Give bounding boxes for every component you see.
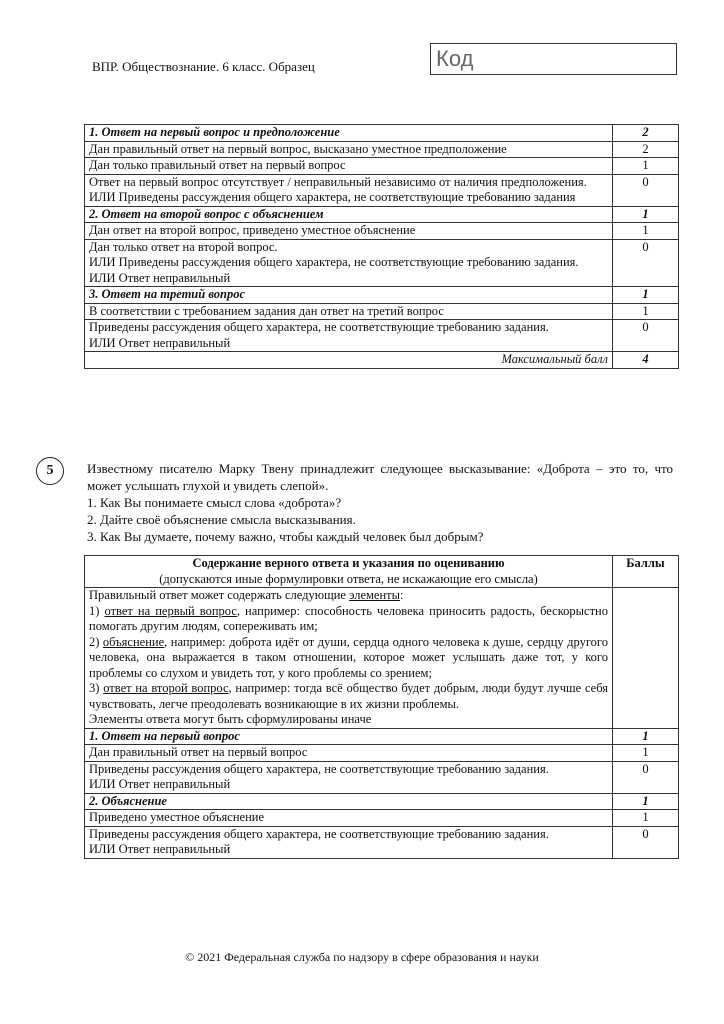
table-row	[85, 761, 679, 793]
criterion-line: Дан только ответ на второй вопрос.	[89, 239, 278, 254]
task-text	[87, 460, 673, 545]
code-box	[430, 43, 677, 75]
table-row	[85, 826, 679, 858]
criterion-heading: 1. Ответ на первый вопрос и предположение	[85, 125, 613, 142]
task-intro: Известному писателю Марку Твену принадлежит следующее высказывание: «Доброта – это то, что может услышать глухой и увидеть слепой».	[87, 461, 673, 493]
table-row	[85, 287, 679, 304]
criterion-points: 1	[613, 223, 679, 240]
criterion-points: 0	[613, 174, 679, 206]
element-number: 1)	[89, 603, 105, 618]
table-row	[85, 174, 679, 206]
criterion-points: 2	[613, 125, 679, 142]
criterion-line: ИЛИ Приведены рассуждения общего характера, не соответствующие требованию задания.	[89, 255, 579, 269]
table-header-content	[85, 556, 613, 588]
element-label: ответ на второй вопрос	[103, 681, 229, 695]
table-row	[85, 810, 679, 827]
header-main: Содержание верного ответа и указания по оцениванию	[192, 556, 505, 570]
element-text: , например: тогда всё общество будет добрым, люди будут лучше себя чувствовать, легче преодолевать возникающие в их жизни проблемы.	[89, 681, 608, 711]
criterion-points: 0	[613, 239, 679, 287]
table-row	[85, 320, 679, 352]
criterion-points: 0	[613, 826, 679, 858]
table-row	[85, 125, 679, 142]
task-question-1: 1. Как Вы понимаете смысл слова «доброта»?	[87, 495, 342, 510]
criterion-line: ИЛИ Приведены рассуждения общего характера, не соответствующие требованию задания	[89, 190, 576, 204]
answer-intro	[89, 588, 608, 604]
table-row	[85, 303, 679, 320]
criterion-line: Приведены рассуждения общего характера, не соответствующие требованию задания.	[89, 826, 549, 841]
table-row	[85, 728, 679, 745]
criterion-text: Дан ответ на второй вопрос, приведено уместное объяснение	[85, 223, 613, 240]
answer-element-1	[89, 604, 608, 635]
criterion-heading: 1. Ответ на первый вопрос	[85, 728, 613, 745]
max-score-row	[85, 352, 679, 369]
table-row	[85, 239, 679, 287]
table-row	[85, 745, 679, 762]
criterion-line: Ответ на первый вопрос отсутствует / неправильный независимо от наличия предположения.	[89, 174, 587, 189]
table-row	[85, 158, 679, 175]
criterion-text	[85, 239, 613, 287]
task-question-3: 3. Как Вы думаете, почему важно, чтобы каждый человек был добрым?	[87, 529, 484, 544]
answer-element-3	[89, 681, 608, 712]
criterion-text: Дан только правильный ответ на первый вопрос	[85, 158, 613, 175]
answer-intro-text: Правильный ответ может содержать следующие	[89, 588, 350, 602]
task-number-badge: 5	[36, 457, 64, 485]
criterion-text	[85, 826, 613, 858]
criterion-heading: 3. Ответ на третий вопрос	[85, 287, 613, 304]
criterion-text: Дан правильный ответ на первый вопрос, высказано уместное предположение	[85, 141, 613, 158]
criterion-points: 1	[613, 158, 679, 175]
criterion-text: В соответствии с требованием задания дан ответ на третий вопрос	[85, 303, 613, 320]
table-row	[85, 141, 679, 158]
table-header-points: Баллы	[613, 556, 679, 588]
criteria-table-1	[84, 124, 679, 369]
table-row	[85, 793, 679, 810]
header-sub: (допускаются иные формулировки ответа, не искажающие его смысла)	[159, 571, 538, 586]
criterion-line: ИЛИ Ответ неправильный	[89, 842, 231, 856]
empty-points-cell	[613, 588, 679, 729]
criterion-points: 2	[613, 141, 679, 158]
max-score-label: Максимальный балл	[85, 352, 613, 369]
answer-intro-colon: :	[400, 588, 404, 602]
criterion-points: 1	[613, 745, 679, 762]
criterion-points: 1	[613, 303, 679, 320]
criterion-points: 1	[613, 810, 679, 827]
task-question-2: 2. Дайте своё объяснение смысла высказывания.	[87, 512, 356, 527]
criterion-text	[85, 174, 613, 206]
table-row	[85, 223, 679, 240]
answer-outro: Элементы ответа могут быть сформулированы иначе	[89, 712, 372, 726]
criterion-heading: 2. Ответ на второй вопрос с объяснением	[85, 206, 613, 223]
criterion-heading: 2. Объяснение	[85, 793, 613, 810]
code-label: Код	[436, 46, 474, 71]
criterion-points: 0	[613, 761, 679, 793]
element-number: 2)	[89, 634, 103, 649]
answer-content-row	[85, 588, 679, 729]
criterion-line: ИЛИ Ответ неправильный	[89, 777, 231, 791]
criterion-points: 1	[613, 728, 679, 745]
element-text: , например: доброта идёт от души, сердца одного человека к душе, сердцу другого человека, она выражается в таком отношении, которое может услышать даже тот, у кого проблемы со слухом и увидеть тот, у кого проблемы со зрением;	[89, 634, 608, 680]
max-score-value: 4	[613, 352, 679, 369]
answer-intro-elements: элементы	[349, 588, 401, 602]
criterion-line: Приведены рассуждения общего характера, не соответствующие требованию задания.	[89, 320, 549, 334]
element-number: 3)	[89, 681, 104, 695]
document-title: ВПР. Обществознание. 6 класс. Образец	[92, 59, 315, 74]
criterion-line: Приведены рассуждения общего характера, не соответствующие требованию задания.	[89, 761, 549, 776]
element-label: объяснение	[102, 634, 165, 649]
criterion-points: 0	[613, 320, 679, 352]
criterion-points: 1	[613, 287, 679, 304]
answer-element-2	[89, 635, 608, 682]
criterion-text	[85, 320, 613, 352]
page-footer: © 2021 Федеральная служба по надзору в сфере образования и науки	[185, 950, 539, 964]
criterion-text: Приведено уместное объяснение	[85, 810, 613, 827]
criterion-line: ИЛИ Ответ неправильный	[89, 270, 231, 285]
criterion-line: ИЛИ Ответ неправильный	[89, 335, 231, 350]
element-label: ответ на первый вопрос	[104, 603, 237, 618]
table-row	[85, 206, 679, 223]
answer-content	[85, 588, 613, 729]
table-header-row	[85, 556, 679, 588]
criterion-text	[85, 761, 613, 793]
criterion-points: 1	[613, 206, 679, 223]
criteria-table-2	[84, 555, 679, 859]
criterion-text: Дан правильный ответ на первый вопрос	[85, 745, 613, 762]
element-text: , например: способность человека приносить радость, бескорыстно помогать другим людям, сопереживать им;	[89, 603, 608, 633]
criterion-points: 1	[613, 793, 679, 810]
